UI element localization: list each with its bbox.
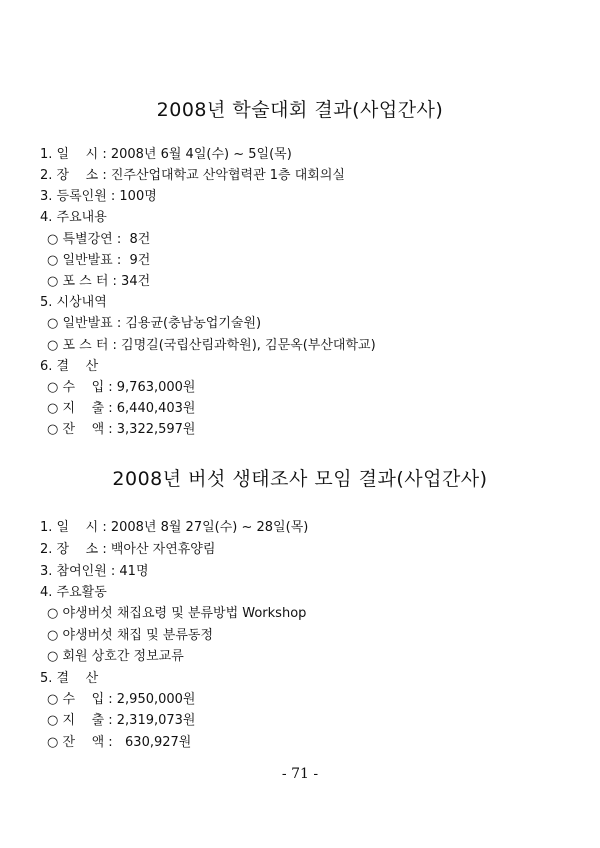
s1-awards-heading: 5. 시상내역	[40, 295, 107, 310]
s1-expenses: ○ 지 출 : 6,440,403원	[47, 401, 196, 416]
s1-income: ○ 수 입 : 9,763,000원	[47, 380, 196, 395]
s2-activity-exchange: ○ 회원 상호간 정보교류	[47, 649, 184, 664]
s2-settlement-heading: 5. 결 산	[40, 671, 99, 686]
s1-schedule: 1. 일 시 : 2008년 6월 4일(수) ~ 5일(목)	[40, 147, 292, 162]
s1-posters: ○ 포 스 터 : 34건	[47, 274, 151, 289]
s1-special-lectures: ○ 특별강연 : 8건	[47, 232, 151, 247]
s1-contents-heading: 4. 주요내용	[40, 210, 107, 225]
s2-activity-collection: ○ 야생버섯 채집 및 분류동정	[47, 628, 214, 643]
s1-attendance: 3. 등록인원 : 100명	[40, 189, 157, 204]
s1-award-poster: ○ 포 스 터 : 김명길(국립산림과학원), 김문옥(부산대학교)	[47, 338, 376, 353]
s2-participants: 3. 참여인원 : 41명	[40, 564, 149, 579]
s1-balance: ○ 잔 액 : 3,322,597원	[47, 422, 196, 437]
s2-activities-heading: 4. 주요활동	[40, 585, 107, 600]
s2-income: ○ 수 입 : 2,950,000원	[47, 692, 196, 707]
section2-title: 2008년 버섯 생태조사 모임 결과(사업간사)	[112, 468, 488, 490]
s2-venue: 2. 장 소 : 백아산 자연휴양림	[40, 542, 216, 557]
s2-balance: ○ 잔 액 : 630,927원	[47, 735, 192, 750]
s2-schedule: 1. 일 시 : 2008년 8월 27일(수) ~ 28일(목)	[40, 520, 309, 535]
page-number: - 71 -	[281, 766, 319, 782]
s1-oral-presentations: ○ 일반발표 : 9건	[47, 253, 151, 268]
s1-settlement-heading: 6. 결 산	[40, 359, 99, 374]
s2-expenses: ○ 지 출 : 2,319,073원	[47, 713, 196, 728]
s1-award-oral: ○ 일반발표 : 김용균(충남농업기술원)	[47, 316, 262, 331]
s1-venue: 2. 장 소 : 진주산업대학교 산악협력관 1층 대회의실	[40, 168, 345, 183]
section1-title: 2008년 학술대회 결과(사업간사)	[156, 99, 444, 121]
s2-activity-workshop: ○ 야생버섯 채집요령 및 분류방법 Workshop	[47, 606, 307, 621]
